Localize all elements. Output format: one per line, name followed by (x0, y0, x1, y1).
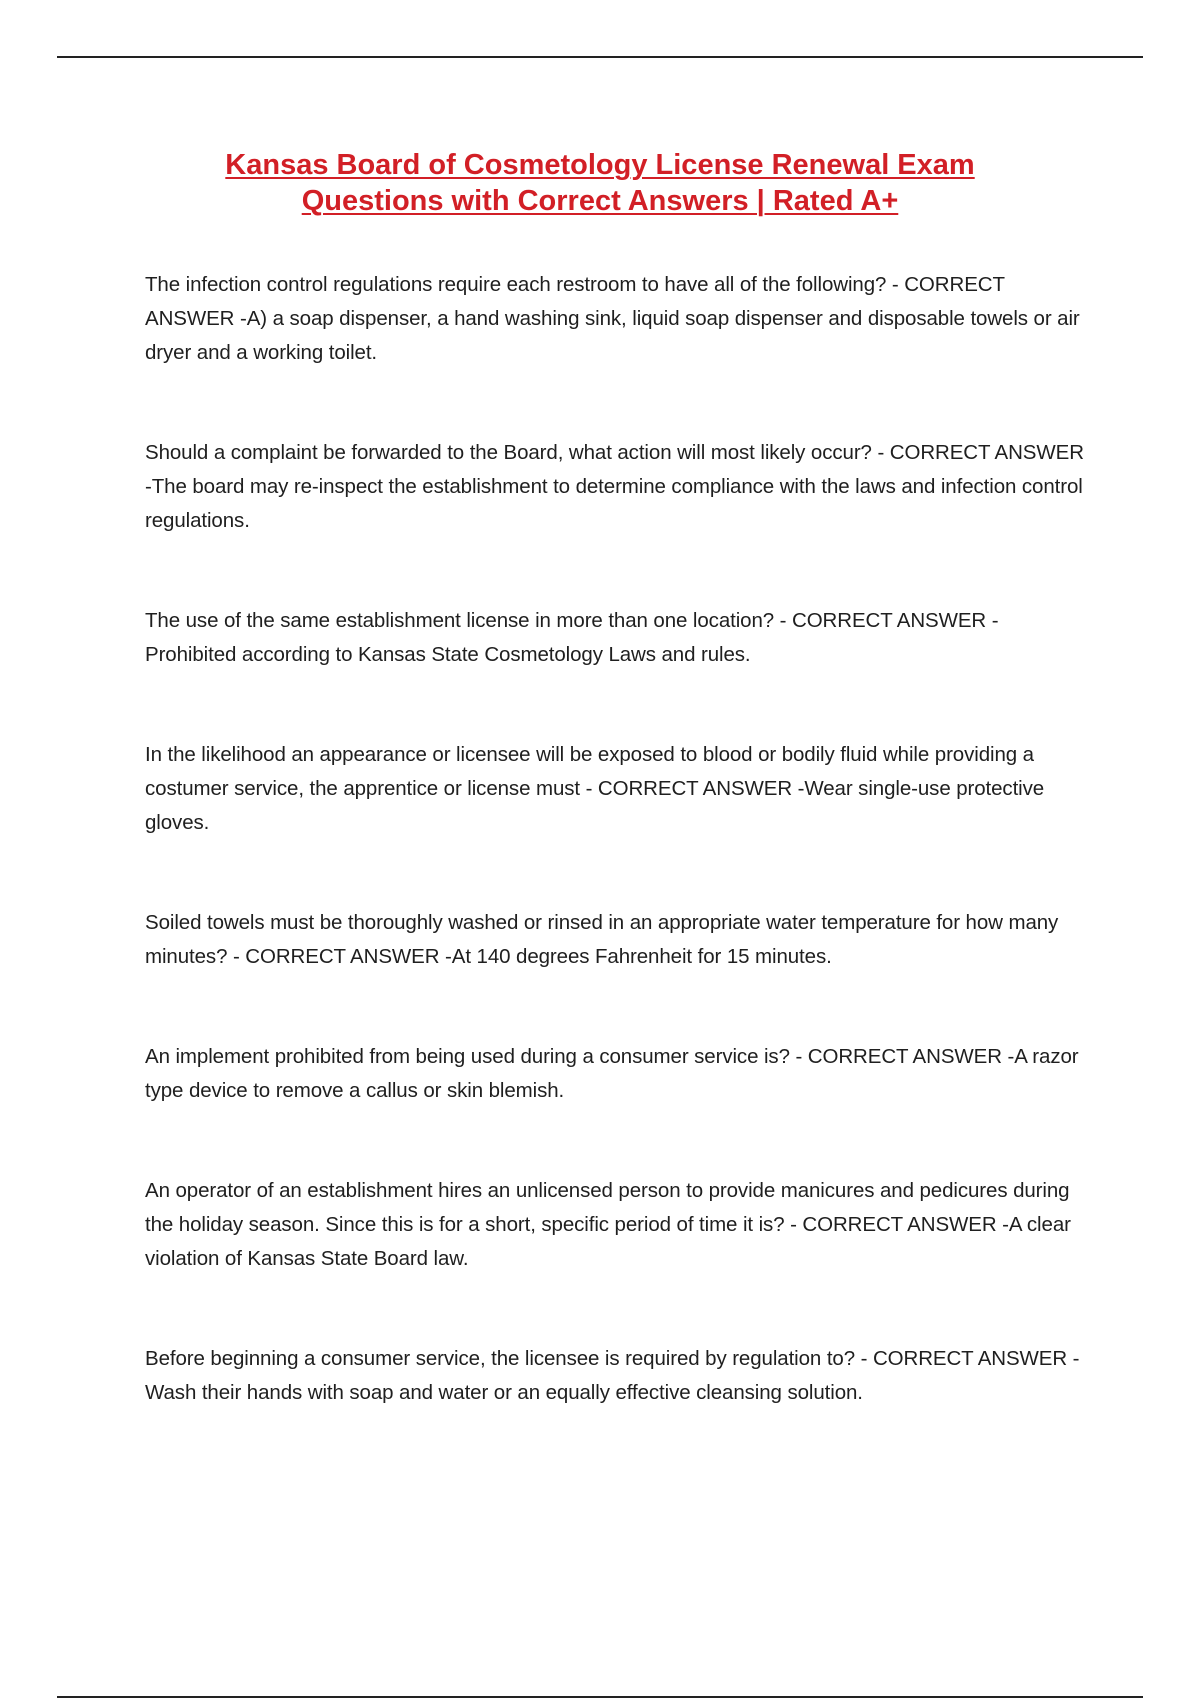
qa-item-2: Should a complaint be forwarded to the Board, what action will most likely occur? - CORRECT ANSWER -The board may re-inspect the establishment to determine compliance with the laws and infection control regulations. (145, 441, 1084, 532)
title-line-1: Kansas Board of Cosmetology License Renewal Exam (225, 149, 975, 181)
qa-item-1: The infection control regulations require each restroom to have all of the following? - CORRECT ANSWER -A) a soap dispenser, a hand washing sink, liquid soap dispenser and disposable towels or air dryer and a working toilet. (145, 273, 1080, 364)
qa-list (145, 268, 1095, 1476)
document-title (100, 147, 1100, 219)
qa-item-7: An operator of an establishment hires an unlicensed person to provide manicures and pedicures during the holiday season. Since this is for a short, specific period of time it is? - CORRECT ANSWER -A clear violation of Kansas State Board law. (145, 1179, 1071, 1270)
qa-item-6: An implement prohibited from being used during a consumer service is? - CORRECT ANSWER -A razor type device to remove a callus or skin blemish. (145, 1045, 1079, 1102)
qa-item-5: Soiled towels must be thoroughly washed or rinsed in an appropriate water temperature for how many minutes? - CORRECT ANSWER -At 140 degrees Fahrenheit for 15 minutes. (145, 911, 1059, 968)
qa-item-8: Before beginning a consumer service, the licensee is required by regulation to? - CORRECT ANSWER -Wash their hands with soap and water or an equally effective cleansing solution. (145, 1347, 1080, 1404)
title-line-2: Questions with Correct Answers | Rated A+ (301, 185, 899, 217)
qa-item-3: The use of the same establishment license in more than one location? - CORRECT ANSWER - Prohibited according to Kansas State Cosmetology Laws and rules. (145, 609, 999, 666)
bottom-rule (57, 1696, 1143, 1698)
qa-item-4: In the likelihood an appearance or licensee will be exposed to blood or bodily fluid while providing a costumer service, the apprentice or license must - CORRECT ANSWER -Wear single-use protective gloves. (145, 743, 1045, 834)
top-rule (57, 56, 1143, 58)
